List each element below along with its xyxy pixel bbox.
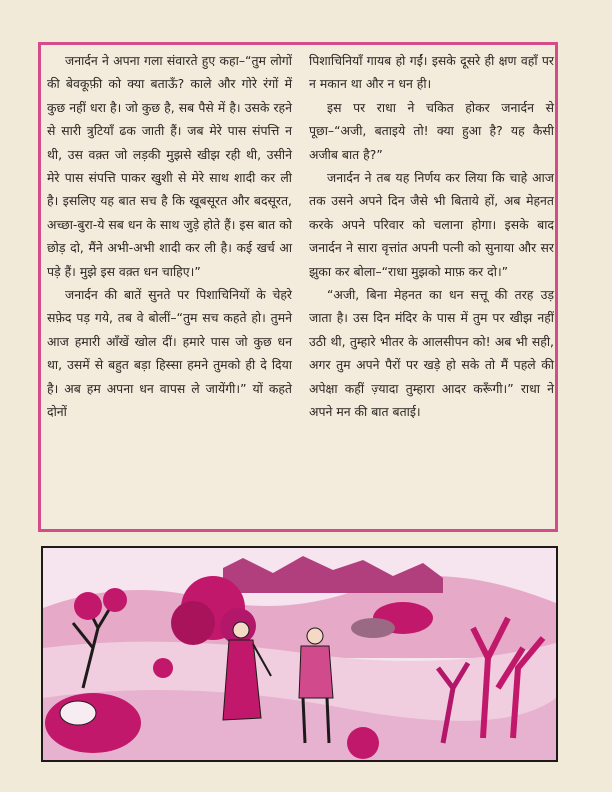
right-column [309,49,554,424]
paragraph: इस पर राधा ने चकित होकर जनार्दन से पूछा–“अजी, बताइये तो! क्या हुआ है? यह कैसी अजीब बात है?” [309,99,554,162]
shrub [347,727,379,759]
illustration-drawing [43,548,556,760]
left-column [47,49,292,424]
tree-foliage [103,588,127,612]
paragraph: जनार्दन ने अपना गला संवारते हुए कहा–“तुम लोगों की बेवकूफ़ी को क्या बताऊँ? काले और गोरे रंगों में कुछ नहीं धरा है। जो कुछ है, सब पैसे में है। उसके रहने से सारी त्रुटियाँ ढक जाती हैं। जब मेरे पास संपत्ति न थी, उस वक़्त जो लड़की मुझसे खीझ रही थी, उसीने मेरे पास संपत्ति पाकर खुशी से मेरे साथ शादी कर ली है। इसलिए यह बात सच है कि खूबसूरत और बदसूरत, अच्छा-बुरा-ये सब धन के साथ जुड़े होते हैं। इस बात को छोड़ दो, मैंने अभी-अभी शादी कर ली है। कई खर्च आ पड़े हैं। मुझे इस वक़्त धन चाहिए।” [47,53,292,279]
man-shirt [299,646,333,698]
paragraph: जनार्दन की बातें सुनते पर पिशाचिनियों के चेहरे सफ़ेद पड़ गये, तब वे बोलीं–“तुम सच कहते हो। तुमने आज हमारी आँखें खोल दीं। हमारे पास जो कुछ धन था, उसमें से बहुत बड़ा हिस्सा हमने तुमको ही दे दिया है। अब हम अपना धन वापस ले जायेंगी।” यों कहते दोनों [47,287,292,420]
paragraph: पिशाचिनियाँ गायब हो गईं। इसके दूसरे ही क्षण वहाँ पर न मकान था और न धन ही। [309,53,554,92]
paragraph: “अजी, बिना मेहनत का धन सत्तू की तरह उड़ जाता है। उस दिन मंदिर के पास में तुम पर खीझ नहीं उठी थी, तुम्हारे भीतर के आलसीपन को! अब भी सही, अगर तुम अपने पैरों पर खड़े हो सके तो मैं पहले की अपेक्षा कहीं ज़्यादा तुम्हारा आदर करूँगी।” राधा ने अपने मन की बात बताई। [309,287,554,420]
story-illustration [41,546,558,762]
woman-head [233,622,249,638]
paragraph: जनार्दन ने तब यह निर्णय कर लिया कि चाहे आज तक उसने अपने दिन जैसे भी बिताये हों, अब मेहनत करके अपने परिवार को चलाना होगा। इसके बाद जनार्दन ने सारा वृत्तांत अपनी पत्नी को सुनाया और सर झुका कर बोला–“राधा मुझको माफ़ कर दो।” [309,170,554,279]
bush [171,601,215,645]
rock [351,618,395,638]
white-flower [60,701,96,725]
man-head [307,628,323,644]
tree-foliage [74,592,102,620]
shrub [153,658,173,678]
story-text-frame [38,42,558,532]
flowering-plant [45,693,141,753]
